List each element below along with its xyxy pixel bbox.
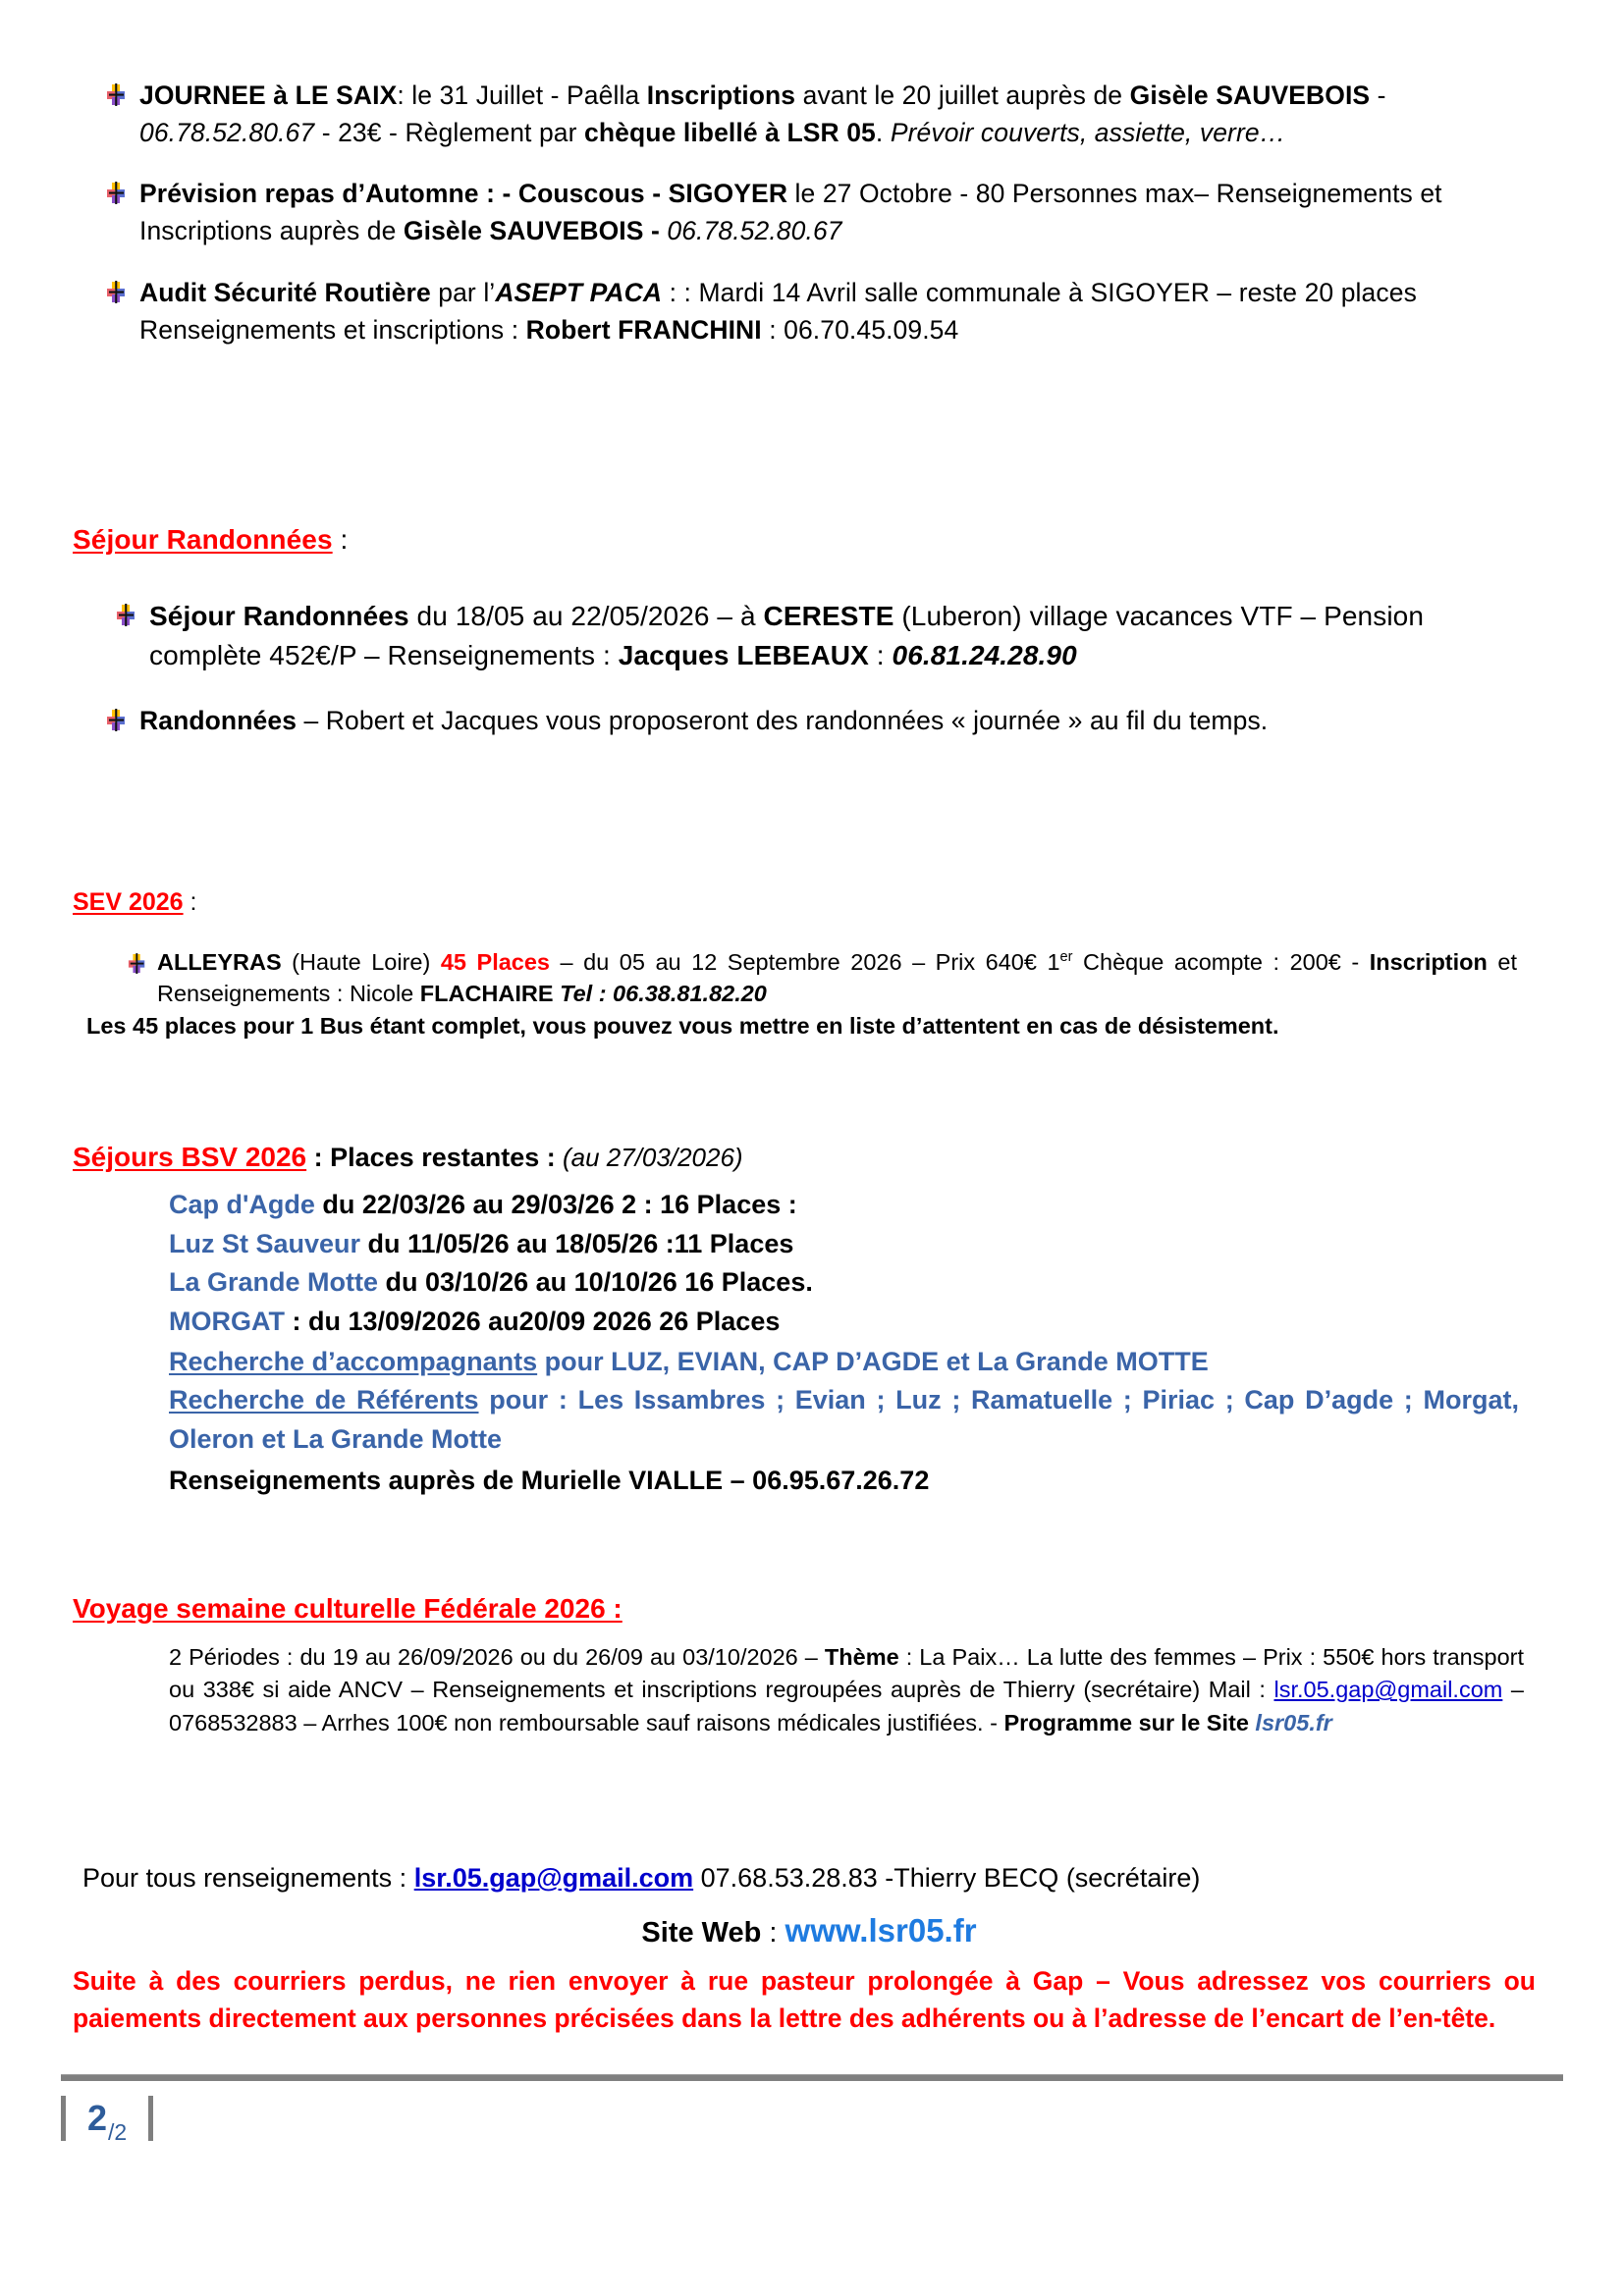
bsv-detail: du 11/05/26 au 18/05/26 :11 Places [360,1228,794,1258]
list-item [106,175,1520,249]
colored-cross-bullet-icon [106,702,135,732]
bullet-org: ASEPT PACA [495,277,663,307]
page-marker-right [148,2096,153,2141]
page-number-total: /2 [108,2119,128,2145]
paragraph-text: – 0768532883 – Arrhes 100€ non remboursable sauf raisons médicales justifiées. - [169,1677,1524,1735]
section-heading-sev-2026 [73,888,197,917]
recherche-referents-line [169,1381,1519,1459]
list-item-text [149,597,1520,676]
email-link[interactable]: lsr.05.gap@gmail.com [1273,1677,1503,1703]
site-web-label: Site Web [641,1917,762,1949]
paragraph-bold: Programme sur le Site [1003,1709,1249,1735]
sev-places-count: 45 Places [440,949,551,975]
site-web-line [82,1912,1536,1949]
list-item [116,597,1520,676]
bullet-text: (Haute Loire) [281,949,441,975]
site-web-url[interactable]: www.lsr05.fr [785,1912,977,1949]
bsv-detail: du 22/03/26 au 29/03/26 2 : 16 Places : [314,1190,797,1219]
list-item [106,77,1520,151]
sejours-bsv-rows [169,1186,1524,1501]
bullet-text: . [875,118,891,148]
bullet-text: : 06.70.45.09.54 [761,314,959,345]
list-item-text [139,77,1520,151]
heading-subtitle: Places restantes : [322,1143,556,1172]
bullet-text: : : Mardi 14 Avril salle communale à SIGOYER – reste 20 places Renseignements et inscriptions : [139,277,1417,345]
recherche-referents-link[interactable]: Recherche de Référents [169,1385,479,1415]
list-item [106,274,1520,348]
bullet-text: (Luberon) village vacances VTF – Pension complète 452€/P – Renseignements : [149,601,1424,671]
bsv-detail: : du 13/09/2026 au20/09 2026 26 Places [284,1307,781,1337]
bullet-text: : [868,640,893,671]
list-item-text [139,175,1520,249]
heading-text: Voyage semaine culturelle Fédérale 2026 : [73,1593,623,1624]
bullet-text: du 18/05 au 22/05/2026 – à [408,601,764,631]
recherche-accompagnants-text: pour LUZ, EVIAN, CAP D’AGDE et La Grande MOTTE [537,1346,1209,1376]
page-marker-left [61,2096,66,2141]
contact-label: Pour tous renseignements : [82,1863,414,1893]
bullet-bold: Inscription [1369,949,1488,975]
table-row [169,1186,1524,1225]
list-item-text [157,947,1517,1009]
bullet-text: Chèque acompte : 200€ - [1072,949,1370,975]
bullet-bold: Robert FRANCHINI [525,314,762,345]
bullet-lead: Audit Sécurité Routière [139,277,431,307]
ordinal-suffix: er [1059,949,1073,966]
bullet-italic: Prévoir couverts, assiette, verre… [890,118,1286,148]
sev-phone: Tel : 06.38.81.82.20 [560,980,767,1006]
heading-date-note: (au 27/03/2026) [555,1143,743,1172]
bullet-bold: Jacques LEBEAUX [618,640,869,671]
page-number-current: 2 [87,2098,108,2138]
bsv-place: Luz St Sauveur [169,1228,361,1258]
colored-cross-bullet-icon [106,77,135,107]
table-row [169,1263,1524,1303]
section-heading-voyage-culturel [73,1593,623,1625]
bullet-lead: JOURNEE à LE SAIX [139,80,398,110]
contact-phone: 07.68.53.28.83 -Thierry BECQ (secrétaire) [693,1863,1201,1893]
heading-text: Séjour Randonnées [73,524,333,555]
recherche-accompagnants-line [169,1343,1524,1382]
bullet-lead: Séjour Randonnées [149,601,409,631]
bullet-text: et Renseignements : Nicole [157,949,1517,1006]
colored-cross-bullet-icon [128,947,153,975]
section-heading-sejours-bsv [73,1142,743,1173]
sev-place: ALLEYRAS [157,949,282,975]
heading-suffix: : [183,888,197,916]
contact-line [82,1863,1536,1894]
colored-cross-bullet-icon [106,175,135,205]
recherche-accompagnants-link[interactable]: Recherche d’accompagnants [169,1346,538,1376]
list-item-text [139,702,1520,739]
bullet-phone: 06.78.52.80.67 [659,216,842,246]
colored-cross-bullet-icon [116,597,145,627]
paragraph-bold: Thème [824,1644,899,1670]
bullet-bold: Gisèle SAUVEBOIS - [403,216,660,246]
sejour-randonnees-list [116,597,1520,749]
bsv-renseignements [169,1462,1524,1501]
bullet-text: - [1370,80,1386,110]
colored-cross-bullet-icon [106,274,135,304]
contact-email-link[interactable]: lsr.05.gap@gmail.com [413,1863,694,1893]
bsv-renseignements-text: Renseignements auprès de Murielle VIALLE – 06.95.67.26.72 [169,1465,930,1495]
sev-note: Les 45 places pour 1 Bus étant complet, vous pouvez vous mettre en liste d’attentent en cas de désistement. [86,1013,1279,1040]
voyage-culturel-paragraph [169,1641,1524,1739]
bullet-phone: 06.78.52.80.67 [139,118,315,148]
heading-text: Séjours BSV 2026 [73,1142,307,1172]
bullet-lead: Prévision repas d’Automne : - Couscous - SIGOYER [139,179,788,209]
heading-sep: : [306,1143,323,1172]
list-item [128,947,1517,1009]
bullet-text: par l’ [430,277,496,307]
bullet-bold: Inscriptions [646,80,796,110]
sev-2026-block [86,947,1517,1042]
list-item [106,702,1520,739]
table-row [169,1303,1524,1342]
bullet-phone: 06.81.24.28.90 [892,640,1077,671]
recherche-referents-text: pour : Les Issambres ; Evian ; Luz ; Ramatuelle ; Piriac ; Cap D’agde ; Morgat, Oleron et La Grande Motte [169,1385,1519,1455]
footer [61,2089,153,2148]
table-row [169,1225,1524,1264]
bullet-text: – du 05 au 12 Septembre 2026 – Prix 640€ 1 [550,949,1060,975]
bullet-bold: FLACHAIRE [419,980,554,1006]
heading-suffix: : [332,524,349,555]
footer-divider [61,2074,1563,2081]
paragraph-text: 2 Périodes : du 19 au 26/09/2026 ou du 26/09 au 03/10/2026 – [169,1644,825,1670]
bullet-bold: chèque libellé à LSR 05 [584,118,876,148]
bullet-lead: Randonnées [139,705,298,735]
paragraph-text: : La Paix… La lutte des femmes – Prix : 550€ hors transport ou 338€ si aide ANCV – Renseignements et inscriptions regroupées auprès de Thierry (secrétaire) Mail : [169,1644,1524,1703]
bsv-place: Cap d'Agde [169,1190,315,1219]
section-heading-sejour-randonnees [73,520,348,560]
bullet-text: - 23€ - Règlement par [314,118,585,148]
top-bullet-list [106,77,1520,358]
bullet-bold: Gisèle SAUVEBOIS [1129,80,1371,110]
bullet-text: avant le 20 juillet auprès de [795,80,1130,110]
bullet-text: – Robert et Jacques vous proposeront des randonnées « journée » au fil du temps. [297,705,1269,735]
bsv-detail: du 03/10/26 au 10/10/26 16 Places. [378,1267,813,1298]
heading-text: SEV 2026 [73,888,184,916]
bullet-text: : le 31 Juillet - Paêlla [397,80,647,110]
site-link[interactable]: lsr05.fr [1248,1709,1332,1735]
bsv-place: La Grande Motte [169,1267,379,1298]
list-item-text [139,274,1520,348]
site-web-sep: : [761,1917,785,1949]
warning-text: Suite à des courriers perdus, ne rien envoyer à rue pasteur prolongée à Gap – Vous adressez vos courriers ou paiements directement aux personnes précisées dans la lettre des adhérents ou à l’adresse de l’encart de l’en-tête. [73,1966,1536,2033]
bsv-place: MORGAT [169,1307,285,1337]
bullet-bold: CERESTE [763,601,894,631]
bullet-text: le 27 Octobre - 80 Personnes max– Renseignements et Inscriptions auprès de [139,179,1442,246]
